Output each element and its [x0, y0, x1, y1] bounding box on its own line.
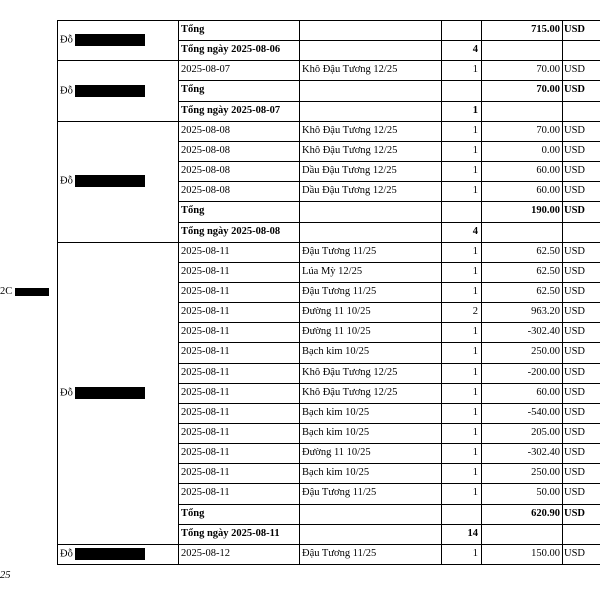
- day-total-label: Tổng ngày 2025-08-06: [181, 44, 281, 56]
- row-divider: [178, 80, 600, 81]
- row-divider: [178, 443, 600, 444]
- row-divider: [178, 282, 600, 283]
- row-date: 2025-08-08: [181, 165, 230, 177]
- row-quantity: 1: [472, 547, 478, 559]
- group-label-text: Đỗ: [60, 84, 73, 96]
- row-product: Đường 11 10/25: [302, 447, 371, 459]
- row-amount: 62.50: [536, 265, 560, 277]
- outer-group-label-text: 2C: [0, 286, 13, 298]
- row-divider: [178, 463, 600, 464]
- total-label: Tổng: [181, 507, 205, 519]
- group-label-text: Đỗ: [60, 34, 73, 46]
- row-quantity: 1: [472, 447, 478, 459]
- row-quantity: 1: [472, 265, 478, 277]
- row-product: Khô Đậu Tương 12/25: [302, 124, 398, 136]
- row-quantity: 1: [472, 104, 478, 116]
- row-currency: USD: [564, 326, 586, 338]
- row-date: 2025-08-11: [181, 386, 230, 398]
- total-label: Tổng: [181, 24, 205, 35]
- row-product: Dầu Đậu Tương 12/25: [302, 165, 397, 177]
- row-divider: [178, 262, 600, 263]
- row-currency: USD: [564, 427, 586, 438]
- row-date: 2025-08-11: [181, 427, 230, 438]
- day-total-label: Tổng ngày 2025-08-11: [181, 527, 280, 539]
- day-total-label: Tổng ngày 2025-08-08: [181, 225, 281, 237]
- row-amount: 0.00: [541, 144, 560, 156]
- row-amount: -302.40: [527, 447, 560, 459]
- row-divider: [178, 423, 600, 424]
- row-divider: [178, 383, 600, 384]
- row-quantity: 1: [472, 346, 478, 358]
- row-product: Bạch kim 10/25: [302, 346, 370, 358]
- row-quantity: 1: [472, 487, 478, 499]
- row-quantity: 1: [472, 406, 478, 418]
- row-quantity: 1: [472, 165, 478, 177]
- outer-group-label: [0, 286, 49, 298]
- row-currency: USD: [564, 165, 586, 177]
- group-label: [60, 85, 145, 97]
- row-amount: -302.40: [527, 326, 560, 338]
- row-currency: USD: [564, 487, 586, 499]
- row-currency: USD: [564, 406, 586, 418]
- row-amount: 715.00: [531, 24, 560, 35]
- row-quantity: 1: [472, 144, 478, 156]
- row-divider: [178, 201, 600, 202]
- group-label-text: Đỗ: [60, 548, 73, 560]
- row-date: 2025-08-12: [181, 547, 230, 559]
- row-divider: [178, 342, 600, 343]
- row-currency: USD: [564, 447, 586, 459]
- row-quantity: 2: [472, 306, 478, 318]
- row-date: 2025-08-11: [181, 285, 230, 297]
- row-date: 2025-08-11: [181, 487, 230, 499]
- row-date: 2025-08-11: [181, 406, 230, 418]
- row-currency: USD: [564, 386, 586, 398]
- row-currency: USD: [564, 245, 586, 257]
- row-quantity: 1: [472, 185, 478, 197]
- row-divider: [178, 524, 600, 525]
- column-divider: [441, 20, 442, 564]
- row-product: Bạch kim 10/25: [302, 427, 370, 438]
- row-amount: 150.00: [531, 547, 560, 559]
- row-currency: USD: [564, 547, 586, 559]
- row-product: Đậu Tương 11/25: [302, 487, 377, 499]
- row-currency: USD: [564, 467, 586, 479]
- row-divider: [57, 60, 600, 61]
- row-date: 2025-08-08: [181, 124, 230, 136]
- row-divider: [57, 564, 178, 565]
- row-divider: [178, 161, 600, 162]
- row-divider: [178, 222, 600, 223]
- row-date: 2025-08-11: [181, 245, 230, 257]
- row-product: Khô Đậu Tương 12/25: [302, 366, 398, 378]
- row-amount: 50.00: [536, 487, 560, 499]
- group-label: [60, 34, 145, 46]
- row-product: Bạch kim 10/25: [302, 467, 370, 479]
- redaction-bar: [75, 548, 145, 560]
- row-product: Đậu Tương 11/25: [302, 547, 377, 559]
- day-total-label: Tổng ngày 2025-08-07: [181, 104, 281, 116]
- row-date: 2025-08-11: [181, 265, 230, 277]
- row-amount: 963.20: [531, 306, 560, 318]
- row-divider: [178, 141, 600, 142]
- row-quantity: 4: [472, 44, 478, 56]
- row-currency: USD: [564, 24, 586, 35]
- row-divider: [178, 483, 600, 484]
- row-date: 2025-08-08: [181, 144, 230, 156]
- group-label-text: Đỗ: [60, 175, 73, 187]
- row-currency: USD: [564, 144, 586, 156]
- row-quantity: 4: [472, 225, 478, 237]
- row-quantity: 1: [472, 124, 478, 136]
- row-amount: 205.00: [531, 427, 560, 438]
- group-label-text: Đỗ: [60, 387, 73, 399]
- row-quantity: 1: [472, 64, 478, 76]
- page-footer-text: 25: [0, 570, 11, 582]
- row-currency: USD: [564, 306, 586, 318]
- column-divider: [178, 20, 179, 565]
- row-divider: [57, 121, 600, 122]
- row-divider: [57, 544, 600, 545]
- row-date: 2025-08-11: [181, 467, 230, 479]
- row-amount: -200.00: [527, 366, 560, 378]
- row-date: 2025-08-11: [181, 306, 230, 318]
- row-currency: USD: [564, 205, 586, 217]
- column-divider: [562, 20, 563, 564]
- row-quantity: 1: [472, 386, 478, 398]
- row-divider: [178, 504, 600, 505]
- row-product: Đậu Tương 11/25: [302, 245, 377, 257]
- column-divider: [57, 20, 58, 565]
- redaction-bar: [75, 387, 145, 399]
- row-divider: [178, 40, 600, 41]
- row-quantity: 1: [472, 467, 478, 479]
- row-product: Dầu Đậu Tương 12/25: [302, 185, 397, 197]
- redaction-bar: [15, 288, 49, 296]
- redaction-bar: [75, 175, 145, 187]
- row-currency: USD: [564, 64, 586, 76]
- row-currency: USD: [564, 346, 586, 358]
- row-currency: USD: [564, 285, 586, 297]
- row-amount: 60.00: [536, 386, 560, 398]
- row-product: Bạch kim 10/25: [302, 406, 370, 418]
- row-amount: 60.00: [536, 185, 560, 197]
- row-currency: USD: [564, 84, 586, 96]
- row-divider: [178, 322, 600, 323]
- total-label: Tổng: [181, 205, 205, 217]
- row-date: 2025-08-08: [181, 185, 230, 197]
- row-amount: 620.90: [531, 507, 560, 519]
- row-currency: USD: [564, 185, 586, 197]
- column-divider: [481, 20, 482, 564]
- row-amount: 62.50: [536, 285, 560, 297]
- total-label: Tổng: [181, 84, 205, 96]
- row-date: 2025-08-11: [181, 346, 230, 358]
- row-quantity: 1: [472, 285, 478, 297]
- row-divider: [178, 363, 600, 364]
- row-quantity: 1: [472, 326, 478, 338]
- row-amount: -540.00: [527, 406, 560, 418]
- row-quantity: 14: [467, 527, 478, 539]
- group-label: [60, 175, 145, 187]
- row-amount: 70.00: [536, 64, 560, 76]
- row-product: Lúa Mỳ 12/25: [302, 265, 363, 277]
- row-currency: USD: [564, 265, 586, 277]
- row-currency: USD: [564, 366, 586, 378]
- redaction-bar: [75, 34, 145, 46]
- row-amount: 70.00: [536, 124, 560, 136]
- row-divider: [57, 242, 600, 243]
- row-product: Khô Đậu Tương 12/25: [302, 386, 398, 398]
- row-date: 2025-08-11: [181, 447, 230, 459]
- row-quantity: 1: [472, 245, 478, 257]
- row-amount: 190.00: [531, 205, 560, 217]
- row-product: Đường 11 10/25: [302, 306, 371, 318]
- row-divider: [178, 181, 600, 182]
- group-label: [60, 387, 145, 399]
- row-product: Đường 11 10/25: [302, 326, 371, 338]
- row-divider: [178, 302, 600, 303]
- row-divider: [57, 20, 600, 21]
- redaction-bar: [75, 85, 145, 97]
- row-quantity: 1: [472, 366, 478, 378]
- row-amount: 70.00: [536, 84, 560, 96]
- row-date: 2025-08-11: [181, 366, 230, 378]
- row-date: 2025-08-11: [181, 326, 230, 338]
- row-product: Khô Đậu Tương 12/25: [302, 64, 398, 76]
- group-label: [60, 548, 145, 560]
- row-amount: 60.00: [536, 165, 560, 177]
- row-amount: 62.50: [536, 245, 560, 257]
- row-divider: [178, 101, 600, 102]
- row-currency: USD: [564, 507, 586, 519]
- row-divider: [178, 403, 600, 404]
- row-currency: USD: [564, 124, 586, 136]
- row-quantity: 1: [472, 427, 478, 438]
- row-product: Đậu Tương 11/25: [302, 285, 377, 297]
- row-amount: 250.00: [531, 346, 560, 358]
- column-divider: [299, 20, 300, 564]
- row-date: 2025-08-07: [181, 64, 230, 76]
- row-product: Khô Đậu Tương 12/25: [302, 144, 398, 156]
- row-amount: 250.00: [531, 467, 560, 479]
